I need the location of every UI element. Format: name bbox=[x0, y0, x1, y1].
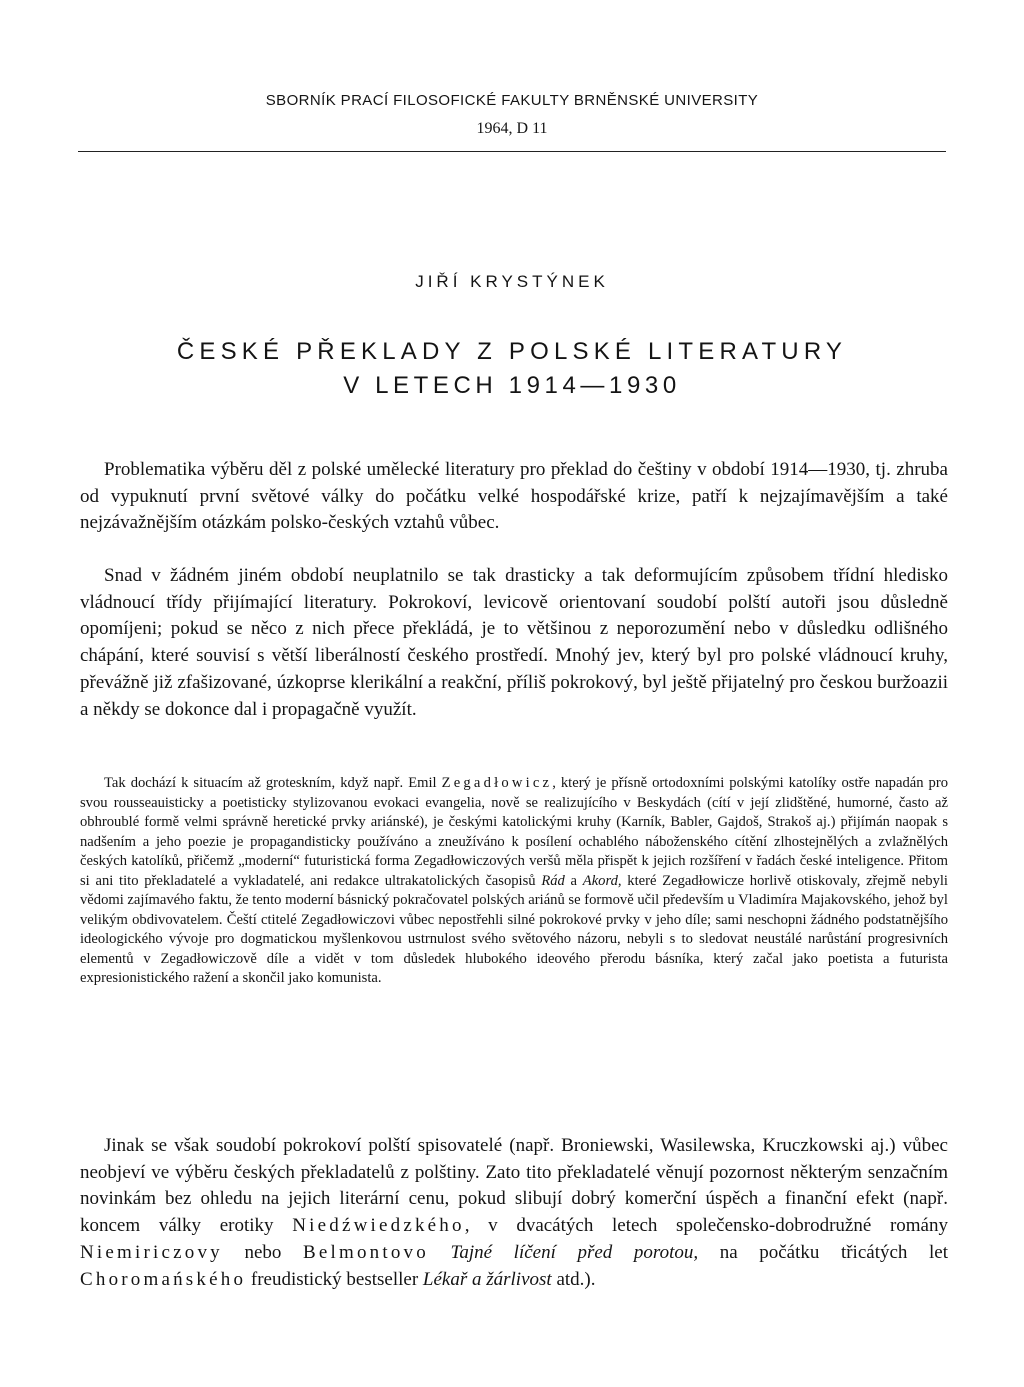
p3-text-c: a bbox=[564, 872, 583, 889]
paragraph-4 bbox=[80, 1133, 948, 1293]
p4-text-e: freudistický bestseller bbox=[246, 1268, 423, 1290]
article-author: JIŘÍ KRYSTÝNEK bbox=[415, 272, 609, 291]
p4-book-title-2: Lékař a žárlivost bbox=[422, 1268, 552, 1290]
header-rule bbox=[78, 151, 946, 152]
p4-book-title-1: Tajné líčení před porotou, bbox=[450, 1241, 699, 1263]
p4-text-d: na počátku třicátých let bbox=[698, 1241, 948, 1263]
p4-spaced-name-4: Choromańského bbox=[80, 1268, 247, 1290]
article-title-line-2: V LETECH 1914—1930 bbox=[343, 372, 681, 399]
paragraph-3-small-print bbox=[80, 774, 948, 989]
journal-issue: 1964, D 11 bbox=[476, 120, 548, 137]
p4-spaced-name-2: Niemiriczovy bbox=[80, 1241, 223, 1263]
p4-text-c: nebo bbox=[222, 1241, 303, 1263]
article-title-line-1: ČESKÉ PŘEKLADY Z POLSKÉ LITERATURY bbox=[176, 338, 848, 365]
p4-spaced-name-1: Niedźwiedzkého bbox=[292, 1215, 465, 1237]
p3-journal-title-1: Rád bbox=[541, 872, 565, 889]
p3-text-b: , který je přísně ortodoxními polskými katolíky ostře napadán pro svou rousseauisticky a poetisticky stylizovanou evokaci evangelia, nově se realizujícího v Beskydách (cítí v její zlidštěné, humorné, často až obhroublé formě velmi správně heretické prvky ariánské), je českými katolickými kruhy (Karník, Babler, Gajdoš, Strakoš aj.) přijímán naopak s nadšením a jeho poezie je propagandisticky používáno a zneužíváno k posílení ochablého náboženského cítění zlhostejnělých a zvlažnělých českých katolíků, přičemž „moderní“ futuristická forma Zegadłowiczových veršů měla přispět k jejich rozšíření v řadách české inteligence. Přitom si ani tito překladatelé a vykladatelé, ani redakce ultrakatolických časopisů bbox=[80, 775, 948, 889]
p3-journal-title-2: Akord, bbox=[582, 872, 622, 889]
paragraph-2: Snad v žádném jiném období neuplatnilo se tak drasticky a tak deformujícím způsobem třídní hledisko vládnoucí třídy přijímající literatury. Pokrokoví, levicově orientovaní soudobí polští autoři jsou důsledně opomíjeni; pokud se něco z nich přece překládá, je to většinou z neporozumění nebo v důsledku odlišného chápání, které souvisí s větší liberálností českého prostředí. Mnohý jev, který byl pro polské vládnoucí kruhy, převážně již zfašizované, úzkoprse klerikální a reakční, příliš pokrokový, byl ještě přijatelný pro českou buržoazii a někdy se dokonce dal i propagačně využít. bbox=[80, 565, 948, 720]
p3-spaced-name: Zegadłowicz bbox=[441, 775, 553, 791]
p4-text-a: Jinak se však soudobí pokrokoví polští spisovatelé (např. Broniewski, Wasilewska, Kruczkowski aj.) vůbec neobjeví ve výběru českých překladatelů z polštiny. Zato tito překladatelé věnují pozornost některým senzačním novinkám bez ohledu na jejich literární cenu, pokud slibují dobrý komerční úspěch a finanční efekt (např. koncem války erotiky bbox=[80, 1135, 948, 1237]
p4-text-f: atd.). bbox=[551, 1268, 596, 1290]
p3-text-d: které Zegadłowicze horlivě otiskovaly, zřejmě nebyli vědomi zajímavého faktu, že tento moderní básnický pokračovatel polských ariánů se formově učil především u Vladimíra Majakovského, jehož byl velikým obdivovatelem. Čeští ctitelé Zegadłowiczovi vůbec nepostřehli silné pokrokové prvky v jeho díle; sami neschopni žádného podstatnějšího ideologického vývoje pro dogmatickou myšlenkovou ustrnulost svého světového názoru, nebyli s to sledovat neustálé narůstání progresivních elementů v Zegadłowiczově díle a vidět v tom důsledek hlubokého ideového přerodu básníka, který začal jako poetista a futurista expresionistického ražení a skončil jako komunista. bbox=[80, 872, 948, 986]
p4-spaced-name-3: Belmontovo bbox=[303, 1241, 429, 1263]
paragraph-1: Problematika výběru děl z polské umělecké literatury pro překlad do češtiny v období 1914—1930, tj. zhruba od vypuknutí první světové války do počátku velké hospodářské krize, patří k nejzajímavějším a také nejzávažnějším otázkám polsko-českých vztahů vůbec. bbox=[80, 459, 948, 534]
p3-text-a: Tak dochází k situacím až groteskním, když např. Emil bbox=[104, 775, 442, 791]
p4-text-b: , v dvacátých letech společensko-dobrodružné romány bbox=[464, 1215, 948, 1237]
journal-name: SBORNÍK PRACÍ FILOSOFICKÉ FAKULTY BRNĚNSKÉ UNIVERSITY bbox=[265, 92, 759, 109]
